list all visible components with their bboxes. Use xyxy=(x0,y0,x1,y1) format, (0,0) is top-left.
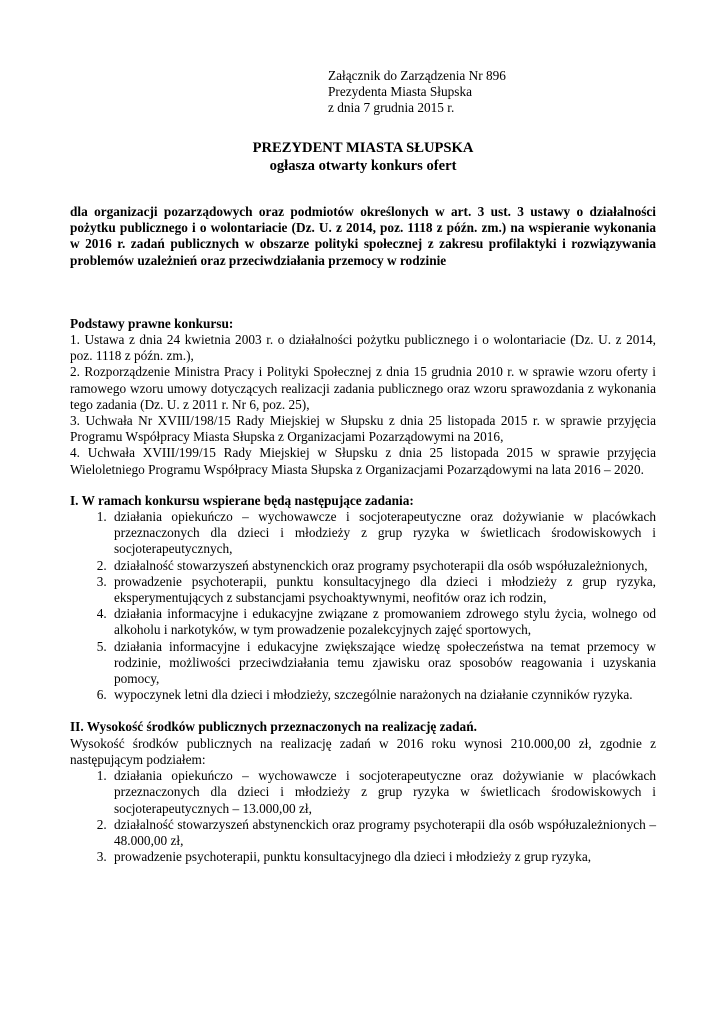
funds-section xyxy=(70,719,656,865)
funds-title: II. Wysokość środków publicznych przeznaczonych na realizację zadań. xyxy=(70,719,477,735)
list-item: 1. działania opiekuńczo – wychowawcze i socjoterapeutyczne oraz dożywianie w placówkach przeznaczonych dla dzieci i młodzieży z grup ryzyka w świetlicach środowiskowych i socjoterapeutycznych, xyxy=(110,509,656,558)
tasks-list xyxy=(70,509,656,703)
funds-text: Wysokość środków publicznych na realizację zadań w 2016 roku wynosi 210.000,00 zł, zgodnie z następującym podziałem: xyxy=(70,735,656,767)
legal-basis-item: 4. Uchwała XVIII/199/15 Rady Miejskiej w Słupsku z dnia 25 listopada 2015 w sprawie przyjęcia Wieloletniego Programu Współpracy Miasta Słupska z Organizacjami Pozarządowymi na lata 2016 – 2020. xyxy=(70,445,656,477)
list-item: 1. działania opiekuńczo – wychowawcze i socjoterapeutyczne oraz dożywianie w placówkach przeznaczonych dla dzieci i młodzieży z grup ryzyka w świetlicach środowiskowych i socjoterapeutycznych – 13.000,00 zł, xyxy=(110,768,656,817)
list-item: 6. wypoczynek letni dla dzieci i młodzieży, szczególnie narażonych na działanie czynników ryzyka. xyxy=(110,687,656,703)
list-item: 2. działalność stowarzyszeń abstynenckich oraz programy psychoterapii dla osób współuzależnionych – 48.000,00 zł, xyxy=(110,817,656,849)
list-item: 5. działania informacyjne i edukacyjne zwiększające wiedzę społeczeństwa na temat przemocy w rodzinie, możliwości przeciwdziałania temu zjawisku oraz sposobów reagowania i uzyskania pomocy, xyxy=(110,639,656,688)
attachment-note xyxy=(328,68,656,116)
attachment-line: Załącznik do Zarządzenia Nr 896 xyxy=(328,68,506,83)
legal-basis-item: 1. Ustawa z dnia 24 kwietnia 2003 r. o działalności pożytku publicznego i o wolontariacie (Dz. U. z 2014, poz. 1118 z późn. zm.), xyxy=(70,332,656,364)
document-heading xyxy=(70,139,656,175)
document-page xyxy=(70,68,656,865)
tasks-title: I. W ramach konkursu wspierane będą następujące zadania: xyxy=(70,492,414,508)
legal-basis-title: Podstawy prawne konkursu: xyxy=(70,315,234,331)
legal-basis-section xyxy=(70,316,656,478)
list-item: 3. prowadzenie psychoterapii, punktu konsultacyjnego dla dzieci i młodzieży z grup ryzyka, eksperymentujących z substancjami psychoaktywnymi, neofitów oraz ich rodzin, xyxy=(110,574,656,606)
document-subtitle: ogłasza otwarty konkurs ofert xyxy=(269,158,457,174)
list-item: 3. prowadzenie psychoterapii, punktu konsultacyjnego dla dzieci i młodzieży z grup ryzyka, xyxy=(110,849,656,865)
legal-basis-item: 3. Uchwała Nr XVIII/198/15 Rady Miejskiej w Słupsku z dnia 25 listopada 2015 r. w sprawie przyjęcia Programu Współpracy Miasta Słupska z Organizacjami Pozarządowymi na 2016, xyxy=(70,413,656,445)
list-item: 2. działalność stowarzyszeń abstynenckich oraz programy psychoterapii dla osób współuzależnionych, xyxy=(110,558,656,574)
tasks-section xyxy=(70,493,656,704)
attachment-line: z dnia 7 grudnia 2015 r. xyxy=(328,100,455,115)
legal-basis-item: 2. Rozporządzenie Ministra Pracy i Polityki Społecznej z dnia 15 grudnia 2010 r. w sprawie wzoru oferty i ramowego wzoru umowy dotyczących realizacji zadania publicznego oraz wzoru sprawozdania z wykonania tego zadania (Dz. U. z 2011 r. Nr 6, poz. 25), xyxy=(70,364,656,412)
funds-list xyxy=(70,768,656,865)
attachment-line: Prezydenta Miasta Słupska xyxy=(328,84,473,99)
intro-paragraph: dla organizacji pozarządowych oraz podmiotów określonych w art. 3 ust. 3 ustawy o działalności pożytku publicznego i o wolontariacie (Dz. U. z 2014, poz. 1118 z późn. zm.) na wspieranie wykonania w 2016 r. zadań publicznych w obszarze polityki społecznej z zakresu profilaktyki i rozwiązywania problemów uzależnień oraz przeciwdziałania przemocy w rodzinie xyxy=(70,204,656,268)
document-title: PREZYDENT MIASTA SŁUPSKA xyxy=(252,140,474,156)
list-item: 4. działania informacyjne i edukacyjne związane z promowaniem zdrowego stylu życia, wolnego od alkoholu i narkotyków, w tym prowadzenie pozalekcyjnych zajęć sportowych, xyxy=(110,606,656,638)
